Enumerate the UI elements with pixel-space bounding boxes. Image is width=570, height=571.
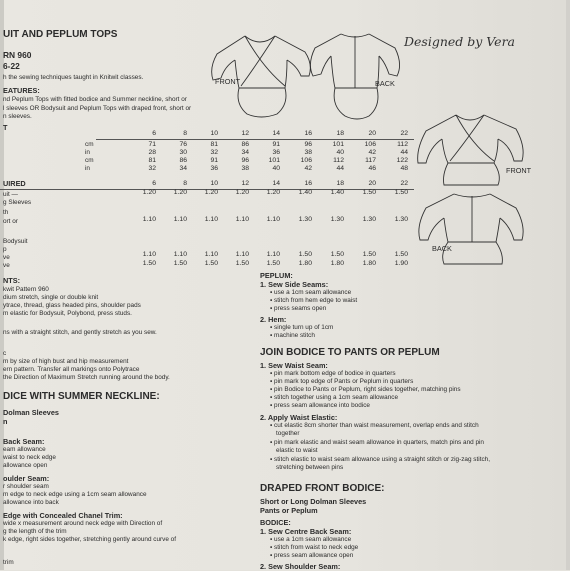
fabric-label: p <box>3 246 7 253</box>
bullet-item: ▪ stitch from hem edge to waist <box>270 297 358 304</box>
measure-cell: 34 <box>179 165 187 172</box>
size-cell: 14 <box>272 130 280 137</box>
bullet-item: ▪ pin Bodice to Pants or Peplum, right sides together, matching pins <box>270 386 461 393</box>
bullet-item: ▪ machine stitch <box>270 332 315 339</box>
bullet-text: cut elastic 8cm shorter than waist measurement, overlap ends and stitch <box>274 422 479 429</box>
size-cell: 10 <box>210 180 218 187</box>
measure-cell: 40 <box>272 165 280 172</box>
bodice-label: BODICE: <box>260 518 291 527</box>
fabric-cell: 1.80 <box>330 260 344 267</box>
measure-cell: 44 <box>336 165 344 172</box>
unit-label: in <box>85 165 90 172</box>
step-line: waist to neck edge <box>3 454 56 461</box>
bullet-text: stitch from waist to neck edge <box>274 544 359 551</box>
step-title: 2. Sew Shoulder Seam: <box>260 562 341 571</box>
bullet-text: stitch elastic to waist seam allowance using a straight stitch or zig-zag stitch, <box>274 456 490 463</box>
fabric-label: uit — <box>3 191 18 198</box>
fabric-label: ve <box>3 262 10 269</box>
measure-cell: 36 <box>272 149 280 156</box>
measure-cell: 32 <box>210 149 218 156</box>
measure-cell: 112 <box>333 157 344 164</box>
sub-heading: Dolman Sleeves <box>3 408 59 417</box>
measure-cell: 96 <box>304 141 312 148</box>
section-heading: DICE WITH SUMMER NECKLINE: <box>3 391 160 402</box>
fabric-cell: 1.10 <box>235 216 249 223</box>
measure-cell: 38 <box>241 165 249 172</box>
draped-heading: DRAPED FRONT BODICE: <box>260 483 385 494</box>
fabric-cell: 1.20 <box>142 189 156 196</box>
bullet-text: press seams open <box>274 305 327 312</box>
size-cell: 14 <box>272 180 280 187</box>
notions-heading: NTS: <box>3 276 21 285</box>
fabric-cell: 1.10 <box>204 216 218 223</box>
garment-sketch-back <box>305 26 405 122</box>
garment-sketch-back-2 <box>412 186 532 268</box>
fabric-cell: 1.50 <box>173 260 187 267</box>
step-line: wide x measurement around neck edge with Direction of <box>3 520 163 527</box>
size-cell: 22 <box>400 180 408 187</box>
garment-sketch-front-2 <box>412 105 532 189</box>
peplum-heading: PEPLUM: <box>260 271 293 280</box>
fabric-cell: 1.50 <box>362 251 376 258</box>
step-heading: Back Seam: <box>3 437 45 446</box>
fabric-cell: 1.30 <box>330 216 344 223</box>
bullet-text: press seam allowance open <box>274 552 354 559</box>
measure-cell: 48 <box>400 165 408 172</box>
step-line: g the length of the trim <box>3 528 67 535</box>
bullet-text: stretching between pins <box>276 464 344 471</box>
fabric-cell: 1.30 <box>394 216 408 223</box>
measure-cell: 71 <box>148 141 156 148</box>
size-header-row <box>0 130 420 139</box>
bullet-item: ▪ press seams open <box>270 305 327 312</box>
measure-cell: 44 <box>400 149 408 156</box>
fabric-cell: 1.10 <box>173 251 187 258</box>
bullet-item: ▪ stitch elastic to waist seam allowance using a straight stitch or zig-zag stitch, <box>270 456 490 463</box>
fabric-label: th <box>3 209 9 216</box>
bullet-item: ▪ press seam allowance into bodice <box>270 402 370 409</box>
measure-cell: 101 <box>268 157 280 164</box>
measure-cell: 34 <box>241 149 249 156</box>
size-range: 6-22 <box>3 61 20 71</box>
bullet-text: elastic to waist <box>276 447 318 454</box>
bullet-item: ▪ single turn up of 1cm <box>270 324 334 331</box>
fabric-cell: 1.20 <box>173 189 187 196</box>
layout-line: the Direction of Maximum Stretch running around the body. <box>3 374 170 381</box>
paper-fold <box>566 0 570 570</box>
fabric-label: ve <box>3 254 10 261</box>
measure-cell: 36 <box>210 165 218 172</box>
bullet-item: ▪ press seam allowance open <box>270 552 354 559</box>
size-cell: 8 <box>183 180 187 187</box>
fabric-cell: 1.50 <box>204 260 218 267</box>
measure-cell: 38 <box>304 149 312 156</box>
measure-cell: 86 <box>241 141 249 148</box>
fabric-cell: 1.40 <box>298 189 312 196</box>
measure-cell: 81 <box>210 141 218 148</box>
size-cell: 16 <box>304 180 312 187</box>
measure-cell: 28 <box>148 149 156 156</box>
measure-cell: 42 <box>368 149 376 156</box>
fabric-cell: 1.90 <box>394 260 408 267</box>
fabric-cell: 1.10 <box>204 251 218 258</box>
fabric-cell: 1.10 <box>235 251 249 258</box>
fabric-cell: 1.50 <box>362 189 376 196</box>
intro-text: h the sewing techniques taught in Knitwit classes. <box>3 74 144 81</box>
bullet-text: pin mark elastic and waist seam allowance in quarters, match pins and pin <box>274 439 484 446</box>
step-line: trim <box>3 559 14 566</box>
step-line: allowance open <box>3 462 48 469</box>
bullet-item: ▪ stitch from waist to neck edge <box>270 544 359 551</box>
bullet-item: ▪ pin mark elastic and waist seam allowance in quarters, match pins and pin <box>270 439 484 446</box>
fabric-label: Bodysuit <box>3 238 28 245</box>
measure-cell: 96 <box>241 157 249 164</box>
step-title: 1. Sew Side Seams: <box>260 280 329 289</box>
step-title: 1. Sew Centre Back Seam: <box>260 527 352 536</box>
size-cell: 8 <box>183 130 187 137</box>
size-cell: 18 <box>336 180 344 187</box>
size-cell: 20 <box>368 180 376 187</box>
size-cell: 6 <box>152 130 156 137</box>
layout-line: ern pattern. Transfer all markings onto Polytrace <box>3 366 140 373</box>
size-cell: 16 <box>304 130 312 137</box>
bullet-item: ▪ stitch together using a 1cm seam allowance <box>270 394 399 401</box>
bullet-text: pin mark bottom edge of bodice in quarters <box>274 370 396 377</box>
bullet-text: pin mark top edge of Pants or Peplum in quarters <box>274 378 414 385</box>
measure-cell: 32 <box>148 165 156 172</box>
front-label-2: FRONT <box>506 166 532 175</box>
step-title: 2. Apply Waist Elastic: <box>260 413 338 422</box>
fabric-cell: 1.80 <box>298 260 312 267</box>
measure-cell: 91 <box>210 157 218 164</box>
back-label-2: BACK <box>432 244 452 253</box>
measure-cell: 117 <box>365 157 376 164</box>
bullet-text: together <box>276 430 300 437</box>
bullet-text: stitch together using a 1cm seam allowance <box>274 394 399 401</box>
fabric-cell: 1.10 <box>142 216 156 223</box>
bullet-text: pin Bodice to Pants or Peplum, right sides together, matching pins <box>274 386 461 393</box>
fabric-cell: 1.50 <box>394 251 408 258</box>
sub-heading: Pants or Peplum <box>260 506 318 515</box>
fabric-cell: 1.10 <box>142 251 156 258</box>
fabric-cell: 1.30 <box>298 216 312 223</box>
bullet-item: ▪ use a 1cm seam allowance <box>270 536 352 543</box>
fabric-cell: 1.50 <box>298 251 312 258</box>
bullet-text: single turn up of 1cm <box>274 324 334 331</box>
fabric-cell: 1.50 <box>235 260 249 267</box>
measure-cell: 46 <box>368 165 376 172</box>
bullet-text: use a 1cm seam allowance <box>274 289 352 296</box>
step-line: r shoulder seam <box>3 483 49 490</box>
bullet-text: machine stitch <box>274 332 315 339</box>
fabric-cell: 1.20 <box>204 189 218 196</box>
measure-cell: 81 <box>148 157 156 164</box>
size-cell: 18 <box>336 130 344 137</box>
size-cell: 20 <box>368 130 376 137</box>
measure-cell: 112 <box>397 141 408 148</box>
size-cell: 10 <box>210 130 218 137</box>
fabric-cell: 1.50 <box>266 260 280 267</box>
bullet-text: press seam allowance into bodice <box>274 402 370 409</box>
size-cell: 12 <box>241 180 249 187</box>
step-title: 1. Sew Waist Seam: <box>260 361 328 370</box>
notions-line: m elastic for Bodysuit, Polybond, press studs. <box>3 310 132 317</box>
fabric-cell: 1.20 <box>266 189 280 196</box>
fabric-cell: 1.20 <box>235 189 249 196</box>
bullet-item: ▪ pin mark top edge of Pants or Peplum in quarters <box>270 378 414 385</box>
step-heading: Edge with Concealed Chanel Trim: <box>3 511 123 520</box>
step-title: 2. Hem: <box>260 315 287 324</box>
sub-heading: n <box>3 417 8 426</box>
designer-signature: Designed by Vera <box>404 34 515 49</box>
size-cell: 6 <box>152 180 156 187</box>
stretch-note: ns with a straight stitch, and gently stretch as you sew. <box>3 329 157 336</box>
fabric-cell: 1.50 <box>330 251 344 258</box>
bullet-text: use a 1cm seam allowance <box>274 536 352 543</box>
measure-cell: 106 <box>300 157 312 164</box>
measure-cell: 86 <box>179 157 187 164</box>
notions-line: kwit Pattern 960 <box>3 286 49 293</box>
bullet-item: ▪ cut elastic 8cm shorter than waist measurement, overlap ends and stitch <box>270 422 479 429</box>
unit-label: cm <box>85 141 94 148</box>
sub-heading: Short or Long Dolman Sleeves <box>260 497 367 506</box>
step-line: k edge, right sides together, stretching gently around curve of <box>3 536 177 543</box>
required-heading: UIRED <box>3 179 26 188</box>
fabric-cell: 1.10 <box>266 216 280 223</box>
unit-label: cm <box>85 157 94 164</box>
step-line: eam allowance <box>3 446 46 453</box>
layout-line: m by size of high bust and hip measurement <box>3 358 129 365</box>
fabric-label: ort or <box>3 218 18 225</box>
pattern-number: RN 960 <box>3 50 32 60</box>
unit-label: in <box>85 149 90 156</box>
features-line: l sleeves OR Bodysuit and Peplum Tops with draped front, short or <box>3 105 192 112</box>
features-line: nd Peplum Tops with fitted bodice and Summer neckline, short or <box>3 96 187 103</box>
size-cell: 22 <box>400 130 408 137</box>
fabric-cell: 1.50 <box>142 260 156 267</box>
fabric-label: g Sleeves <box>3 199 32 206</box>
garment-sketch-front <box>205 28 317 120</box>
fabric-cell: 1.80 <box>362 260 376 267</box>
bullet-text: stitch from hem edge to waist <box>274 297 358 304</box>
back-label: BACK <box>375 79 395 88</box>
fabric-row <box>0 189 420 198</box>
size-cell: 12 <box>241 130 249 137</box>
measure-cell: 101 <box>332 141 344 148</box>
fabric-cell: 1.40 <box>330 189 344 196</box>
fabric-cell: 1.30 <box>362 216 376 223</box>
join-heading: JOIN BODICE TO PANTS OR PEPLUM <box>260 347 440 358</box>
features-heading: EATURES: <box>3 86 40 95</box>
measure-cell: 122 <box>396 157 408 164</box>
bullet-item: ▪ use a 1cm seam allowance <box>270 289 352 296</box>
notions-line: ytrace, thread, glass headed pins, shoulder pads <box>3 302 141 309</box>
measure-cell: 30 <box>179 149 187 156</box>
bullet-item: ▪ pin mark bottom edge of bodice in quarters <box>270 370 396 377</box>
page-title: UIT AND PEPLUM TOPS <box>3 29 118 40</box>
measure-cell: 106 <box>364 141 376 148</box>
features-line: n sleeves. <box>3 113 32 120</box>
measure-cell: 91 <box>272 141 280 148</box>
fabric-row <box>0 216 420 225</box>
measure-cell: 42 <box>304 165 312 172</box>
fabric-cell: 1.50 <box>394 189 408 196</box>
notions-line: dium stretch, single or double knit <box>3 294 99 301</box>
measure-row <box>0 165 420 174</box>
layout-heading: c <box>3 350 7 357</box>
measure-cell: 76 <box>179 141 187 148</box>
fabric-row <box>0 251 420 260</box>
required-size-row <box>0 180 420 189</box>
step-line: allowance into back <box>3 499 59 506</box>
front-label: FRONT <box>215 77 241 86</box>
measure-cell: 40 <box>336 149 344 156</box>
fabric-row <box>0 260 420 269</box>
step-heading: oulder Seam: <box>3 474 50 483</box>
table-label: T <box>3 123 8 132</box>
step-line: m edge to neck edge using a 1cm seam allowance <box>3 491 147 498</box>
fabric-cell: 1.10 <box>266 251 280 258</box>
table-rule <box>96 139 414 140</box>
fabric-cell: 1.10 <box>173 216 187 223</box>
